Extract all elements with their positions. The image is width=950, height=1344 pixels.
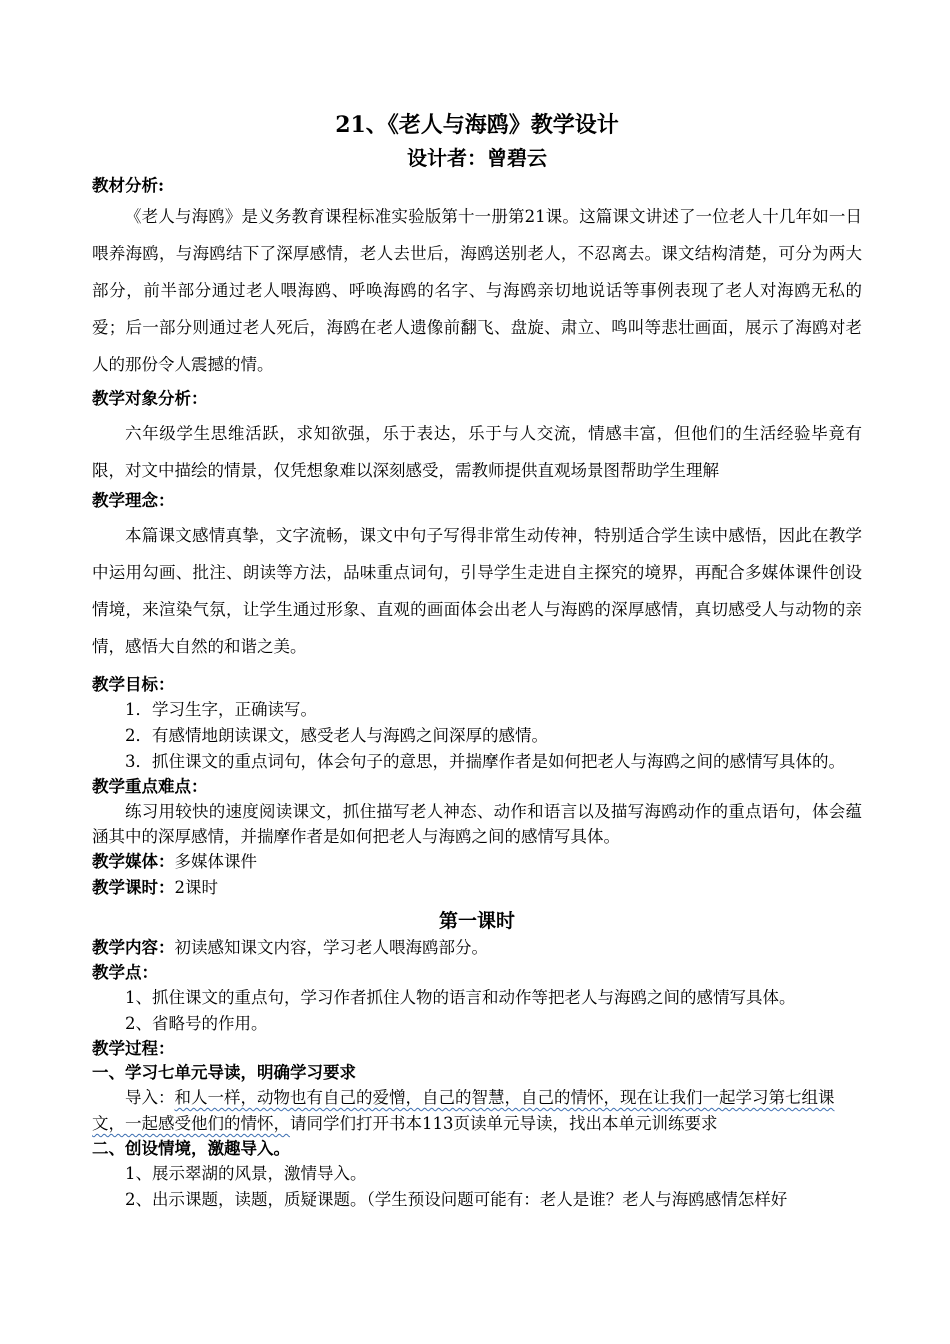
document-page [92,108,862,1213]
step2-item: 2、出示课题，读题，质疑课题。（学生预设问题可能有：老人是谁？老人与海鸥感情怎样好 [125,1190,788,1209]
lesson-content-value: 初读感知课文内容，学习老人喂海鸥部分。 [174,938,488,957]
media-line [92,849,862,875]
philosophy-heading: 教学理念： [92,491,175,510]
lesson-points-heading: 教学点： [92,963,158,982]
step1-heading: 一、学习七单元导读，明确学习要求 [92,1063,356,1082]
step2-item: 1、展示翠湖的风景，激情导入。 [125,1164,367,1183]
step1-text [92,1085,862,1137]
lesson-point-item: 2、省略号的作用。 [125,1014,268,1033]
lesson-point-item: 1、抓住课文的重点句，学习作者抓住人物的语言和动作等把老人与海鸥之间的感情写具体。 [125,988,796,1007]
process-heading: 教学过程： [92,1039,175,1058]
hours-line [92,875,862,901]
step1-text-wavy: 和人一样，动物也有自己的爱憎，自己的智慧，自己的情怀，现在让我们一起学习第七组课文，一起感受他们的情怀， [92,1088,835,1133]
goal-item: 3．抓住课文的重点词句，体会句子的意思，并揣摩作者是如何把老人与海鸥之间的感情写具体的。 [125,752,845,771]
goal-item: 1．学习生字，正确读写。 [125,700,317,719]
students-heading: 教学对象分析： [92,389,208,408]
designer-line: 设计者：曾碧云 [407,146,547,170]
goals-heading: 教学目标： [92,675,175,694]
lesson-title: 第一课时 [438,910,515,932]
lesson-content-line [92,935,862,961]
media-value: 多媒体课件 [174,852,257,871]
goal-item: 2．有感情地朗读课文，感受老人与海鸥之间深厚的感情。 [125,726,548,745]
material-heading: 教材分析: [92,176,165,195]
document-title: 21、《老人与海鸥》教学设计 [335,112,619,138]
media-label: 教学媒体： [92,852,175,871]
hours-label: 教学课时： [92,878,175,897]
material-text: 《老人与海鸥》是义务教育课程标准实验版第十一册第21课。这篇课文讲述了一位老人十几年如一日喂养海鸥，与海鸥结下了深厚感情，老人去世后，海鸥送别老人，不忍离去。课文结构清楚，可分为两大部分，前半部分通过老人喂海鸥、呼唤海鸥的名字、与海鸥亲切地说话等事例表现了老人对海鸥无私的爱；后一部分则通过老人死后，海鸥在老人遗像前翻飞、盘旋、肃立、鸣叫等悲壮画面，展示了海鸥对老人的那份令人震撼的情。 [92,207,862,374]
step1-text-plain: 请同学们打开书本113页读单元导读，找出本单元训练要求 [290,1114,718,1133]
hours-value: 2课时 [174,878,218,897]
step1-lead: 导入： [125,1088,175,1107]
key-points-text: 练习用较快的速度阅读课文，抓住描写老人神态、动作和语言以及描写海鸥动作的重点语句，体会蕴涵其中的深厚感情，并揣摩作者是如何把老人与海鸥之间的感情写具体。 [92,802,862,846]
philosophy-text: 本篇课文感情真挚，文字流畅，课文中句子写得非常生动传神，特别适合学生读中感悟，因此在教学中运用勾画、批注、朗读等方法，品味重点词句，引导学生走进自主探究的境界，再配合多媒体课件创设情境，来渲染气氛，让学生通过形象、直观的画面体会出老人与海鸥的深厚感情，真切感受人与动物的亲情，感悟大自然的和谐之美。 [92,526,862,656]
students-text: 六年级学生思维活跃，求知欲强，乐于表达，乐于与人交流，情感丰富，但他们的生活经验毕竟有限，对文中描绘的情景，仅凭想象难以深刻感受，需教师提供直观场景图帮助学生理解 [92,424,862,480]
step2-heading: 二、创设情境，激趣导入。 [92,1139,290,1158]
lesson-content-label: 教学内容： [92,938,175,957]
key-points-heading: 教学重点难点： [92,777,208,796]
